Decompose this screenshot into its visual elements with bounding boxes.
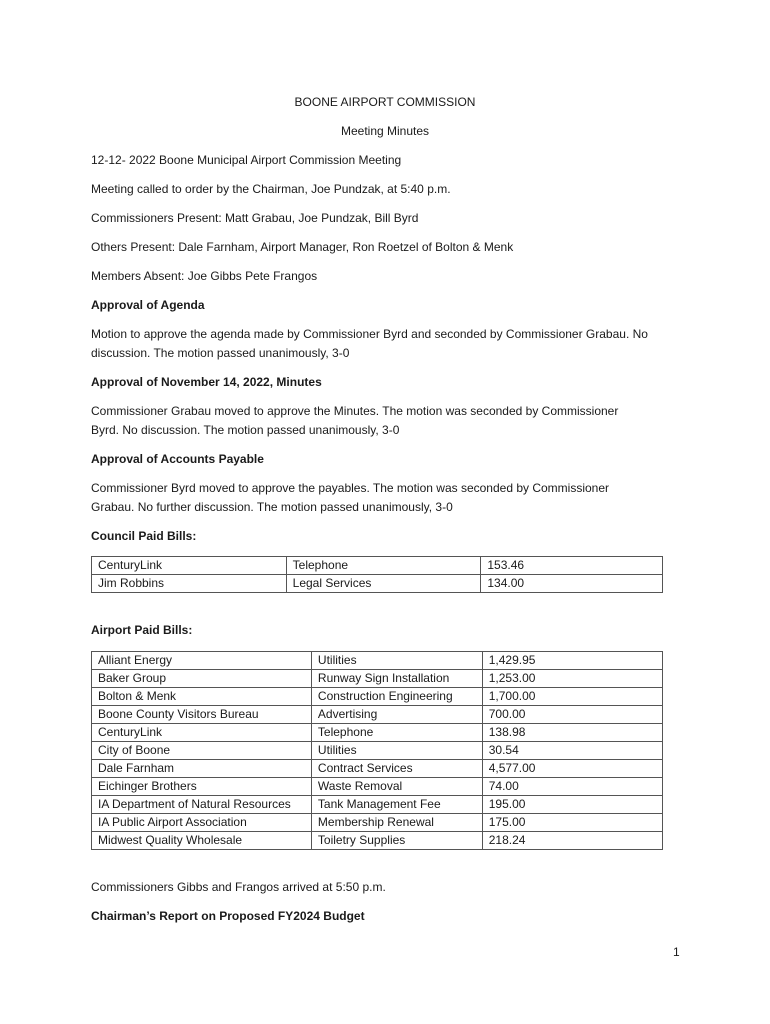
airport-bills-table bbox=[91, 651, 663, 850]
description-cell: Construction Engineering bbox=[311, 688, 482, 706]
payee-cell: Boone County Visitors Bureau bbox=[92, 706, 312, 724]
amount-cell: 218.24 bbox=[482, 832, 662, 850]
description-cell: Waste Removal bbox=[311, 778, 482, 796]
budget-heading: Chairman’s Report on Proposed FY2024 Budget bbox=[91, 909, 365, 923]
payables-heading: Approval of Accounts Payable bbox=[91, 452, 264, 466]
council-bills-heading: Council Paid Bills: bbox=[91, 529, 197, 543]
payee-cell: Eichinger Brothers bbox=[92, 778, 312, 796]
others-present: Others Present: Dale Farnham, Airport Manager, Ron Roetzel of Bolton & Menk bbox=[91, 240, 514, 254]
table-row bbox=[92, 724, 663, 742]
table-row bbox=[92, 778, 663, 796]
payee-cell: City of Boone bbox=[92, 742, 312, 760]
table-row bbox=[92, 688, 663, 706]
amount-cell: 30.54 bbox=[482, 742, 662, 760]
amount-cell: 1,253.00 bbox=[482, 670, 662, 688]
amount-cell: 1,700.00 bbox=[482, 688, 662, 706]
page-number: 1 bbox=[673, 945, 680, 959]
payee-cell: Midwest Quality Wholesale bbox=[92, 832, 312, 850]
document-title: BOONE AIRPORT COMMISSION bbox=[294, 95, 476, 109]
payables-text-line-2: Grabau. No further discussion. The motion passed unanimously, 3-0 bbox=[91, 500, 453, 514]
description-cell: Legal Services bbox=[286, 575, 481, 593]
payee-cell: Bolton & Menk bbox=[92, 688, 312, 706]
amount-cell: 74.00 bbox=[482, 778, 662, 796]
table-row bbox=[92, 742, 663, 760]
table-row bbox=[92, 557, 663, 575]
amount-cell: 134.00 bbox=[481, 575, 663, 593]
table-row bbox=[92, 796, 663, 814]
amount-cell: 195.00 bbox=[482, 796, 662, 814]
council-bills-table bbox=[91, 556, 663, 593]
payee-cell: Alliant Energy bbox=[92, 652, 312, 670]
meeting-line: 12-12- 2022 Boone Municipal Airport Commission Meeting bbox=[91, 153, 402, 167]
description-cell: Utilities bbox=[311, 652, 482, 670]
table-row bbox=[92, 706, 663, 724]
description-cell: Tank Management Fee bbox=[311, 796, 482, 814]
payee-cell: Baker Group bbox=[92, 670, 312, 688]
table-row bbox=[92, 760, 663, 778]
amount-cell: 175.00 bbox=[482, 814, 662, 832]
amount-cell: 1,429.95 bbox=[482, 652, 662, 670]
table-row bbox=[92, 814, 663, 832]
amount-cell: 138.98 bbox=[482, 724, 662, 742]
members-absent: Members Absent: Joe Gibbs Pete Frangos bbox=[91, 269, 318, 283]
payee-cell: IA Public Airport Association bbox=[92, 814, 312, 832]
description-cell: Runway Sign Installation bbox=[311, 670, 482, 688]
description-cell: Membership Renewal bbox=[311, 814, 482, 832]
description-cell: Contract Services bbox=[311, 760, 482, 778]
agenda-heading: Approval of Agenda bbox=[91, 298, 205, 312]
description-cell: Utilities bbox=[311, 742, 482, 760]
commissioners-present: Commissioners Present: Matt Grabau, Joe Pundzak, Bill Byrd bbox=[91, 211, 419, 225]
minutes-text-line-1: Commissioner Grabau moved to approve the Minutes. The motion was seconded by Commissioner bbox=[91, 404, 619, 418]
document-subtitle: Meeting Minutes bbox=[340, 124, 430, 138]
table-row bbox=[92, 652, 663, 670]
payee-cell: CenturyLink bbox=[92, 724, 312, 742]
payables-text-line-1: Commissioner Byrd moved to approve the payables. The motion was seconded by Commissioner bbox=[91, 481, 610, 495]
agenda-text-line-2: discussion. The motion passed unanimously, 3-0 bbox=[91, 346, 350, 360]
payee-cell: Jim Robbins bbox=[92, 575, 287, 593]
table-row bbox=[92, 670, 663, 688]
description-cell: Advertising bbox=[311, 706, 482, 724]
table-row bbox=[92, 575, 663, 593]
agenda-text-line-1: Motion to approve the agenda made by Commissioner Byrd and seconded by Commissioner Grabau. No bbox=[91, 327, 648, 341]
minutes-heading: Approval of November 14, 2022, Minutes bbox=[91, 375, 322, 389]
table-row bbox=[92, 832, 663, 850]
amount-cell: 700.00 bbox=[482, 706, 662, 724]
description-cell: Telephone bbox=[286, 557, 481, 575]
airport-bills-heading: Airport Paid Bills: bbox=[91, 623, 193, 637]
arrival-note: Commissioners Gibbs and Frangos arrived at 5:50 p.m. bbox=[91, 880, 386, 894]
amount-cell: 153.46 bbox=[481, 557, 663, 575]
description-cell: Toiletry Supplies bbox=[311, 832, 482, 850]
payee-cell: CenturyLink bbox=[92, 557, 287, 575]
call-to-order: Meeting called to order by the Chairman, Joe Pundzak, at 5:40 p.m. bbox=[91, 182, 451, 196]
amount-cell: 4,577.00 bbox=[482, 760, 662, 778]
description-cell: Telephone bbox=[311, 724, 482, 742]
payee-cell: IA Department of Natural Resources bbox=[92, 796, 312, 814]
minutes-text-line-2: Byrd. No discussion. The motion passed unanimously, 3-0 bbox=[91, 423, 400, 437]
payee-cell: Dale Farnham bbox=[92, 760, 312, 778]
